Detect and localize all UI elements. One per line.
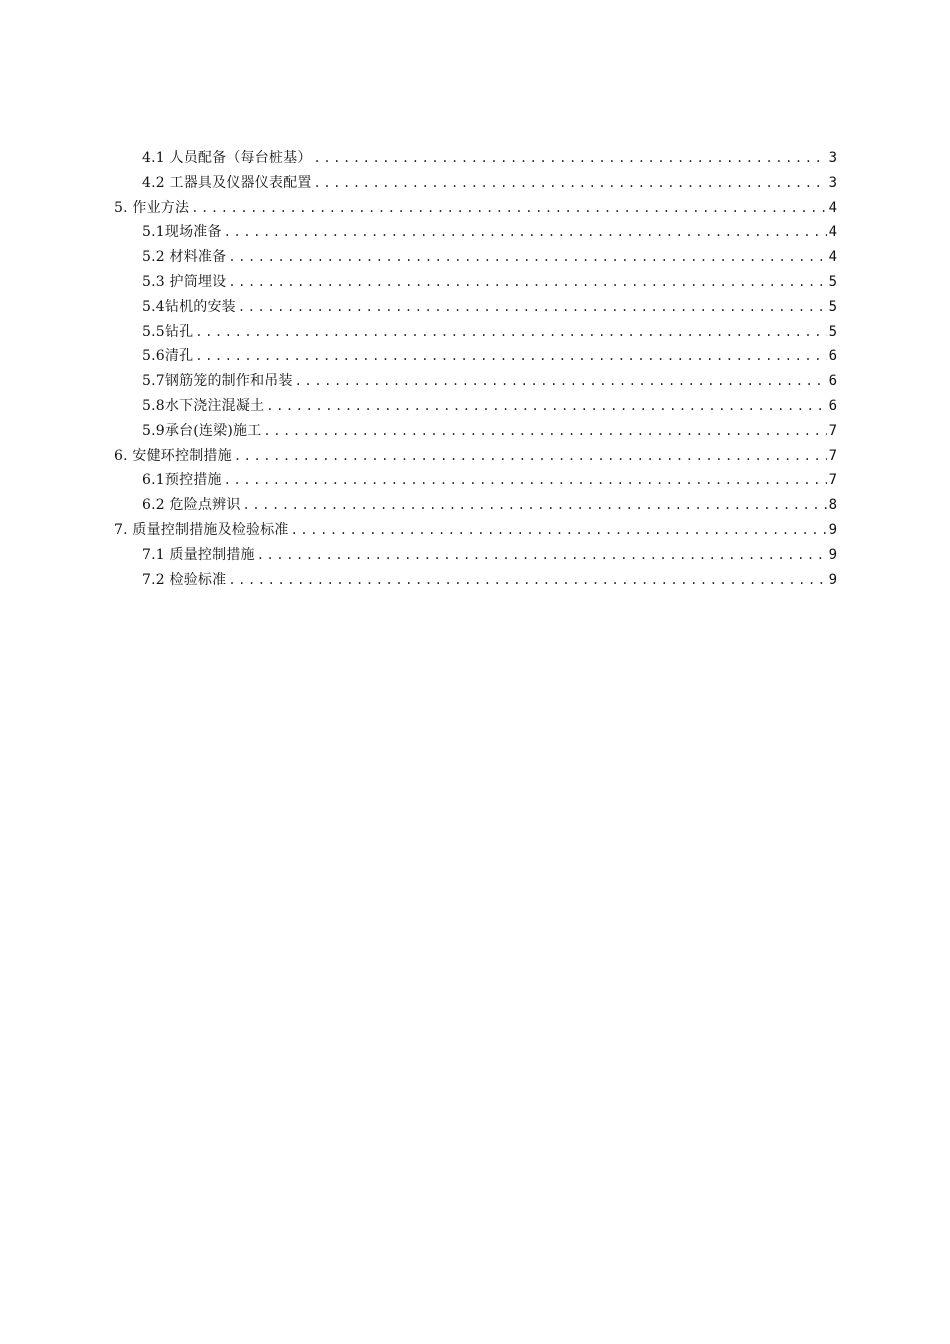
toc-entry-title: 5.8水下浇注混凝土 (142, 397, 265, 414)
toc-leader-dots (234, 444, 827, 469)
toc-entry-page: 3 (828, 150, 837, 166)
toc-entry[interactable] (0, 518, 950, 543)
toc-entry-title: 5.9承台(连梁)施工 (142, 422, 262, 439)
toc-entry-page: 8 (828, 497, 837, 514)
toc-entry-title: 5.4钻机的安装 (142, 298, 236, 315)
toc-entry[interactable] (0, 369, 950, 394)
toc-leader-dots (224, 220, 827, 245)
toc-entry-title: 6. 安健环控制措施 (114, 447, 232, 464)
toc-leader-dots (238, 295, 827, 320)
toc-leader-dots (314, 171, 827, 196)
toc-entry[interactable] (0, 468, 950, 493)
toc-entry-page: 7 (828, 422, 837, 439)
toc-entry-title: 5. 作业方法 (114, 199, 190, 216)
toc-entry-title: 4.2 工器具及仪器仪表配置 (142, 174, 312, 191)
toc-entry-page: 4 (828, 199, 837, 216)
toc-leader-dots (295, 369, 827, 394)
toc-entry-page: 6 (828, 348, 837, 365)
toc-entry-title: 6.2 危险点辨识 (142, 497, 241, 514)
toc-entry[interactable] (0, 444, 950, 469)
toc-entry[interactable] (0, 245, 950, 270)
toc-leader-dots (291, 518, 827, 543)
toc-entry-page: 5 (828, 298, 837, 315)
toc-entry-page: 9 (828, 546, 837, 563)
toc-entry-page: 9 (828, 521, 837, 538)
toc-entry-title: 7.1 质量控制措施 (142, 546, 255, 563)
toc-entry[interactable] (0, 543, 950, 568)
toc-entry-page: 3 (828, 174, 837, 191)
toc-entry[interactable] (0, 419, 950, 444)
toc-entry-page: 4 (828, 249, 837, 266)
toc-entry-page: 9 (828, 571, 837, 588)
toc-entry-title: 5.2 材料准备 (142, 249, 227, 266)
toc-entry-title: 5.5钻孔 (142, 323, 194, 340)
toc-leader-dots (191, 196, 826, 221)
toc-leader-dots (195, 344, 826, 369)
toc-entry-title: 5.1现场准备 (142, 224, 222, 241)
toc-entry[interactable] (0, 295, 950, 320)
toc-entry[interactable] (0, 568, 950, 593)
toc-leader-dots (243, 493, 827, 518)
toc-entry-page: 7 (828, 472, 837, 489)
toc-entry[interactable] (0, 270, 950, 295)
toc-leader-dots (257, 543, 827, 568)
toc-entry-page: 5 (828, 323, 837, 340)
toc-entry-title: 5.7钢筋笼的制作和吊装 (142, 373, 293, 390)
toc-leader-dots (228, 568, 826, 593)
toc-entry-title: 6.1预控措施 (142, 472, 222, 489)
toc-leader-dots (228, 245, 826, 270)
toc-entry[interactable] (0, 320, 950, 345)
toc-entry-title: 4.1 人员配备（每台桩基） (142, 150, 312, 166)
toc-leader-dots (266, 394, 826, 419)
toc-entry[interactable] (0, 493, 950, 518)
toc-entry-page: 7 (828, 447, 837, 464)
toc-leader-dots (195, 320, 826, 345)
toc-entry[interactable] (0, 196, 950, 221)
toc-entry[interactable] (0, 394, 950, 419)
toc-entry-page: 4 (828, 224, 837, 241)
toc-entry-page: 5 (828, 273, 837, 290)
toc-entry-title: 5.3 护筒埋设 (142, 273, 227, 290)
toc-leader-dots (228, 270, 826, 295)
toc-entry[interactable] (0, 220, 950, 245)
toc-leader-dots (263, 419, 826, 444)
toc-entry-title: 5.6清孔 (142, 348, 194, 365)
toc-entry-page: 6 (828, 397, 837, 414)
table-of-contents (0, 146, 950, 592)
toc-leader-dots (224, 468, 827, 493)
toc-entry[interactable] (0, 344, 950, 369)
toc-leader-dots (314, 146, 827, 171)
toc-entry-page: 6 (828, 373, 837, 390)
toc-entry[interactable] (0, 171, 950, 196)
toc-entry-title: 7.2 检验标准 (142, 571, 227, 588)
toc-entry-title: 7. 质量控制措施及检验标准 (114, 521, 289, 538)
toc-entry[interactable] (0, 146, 950, 171)
